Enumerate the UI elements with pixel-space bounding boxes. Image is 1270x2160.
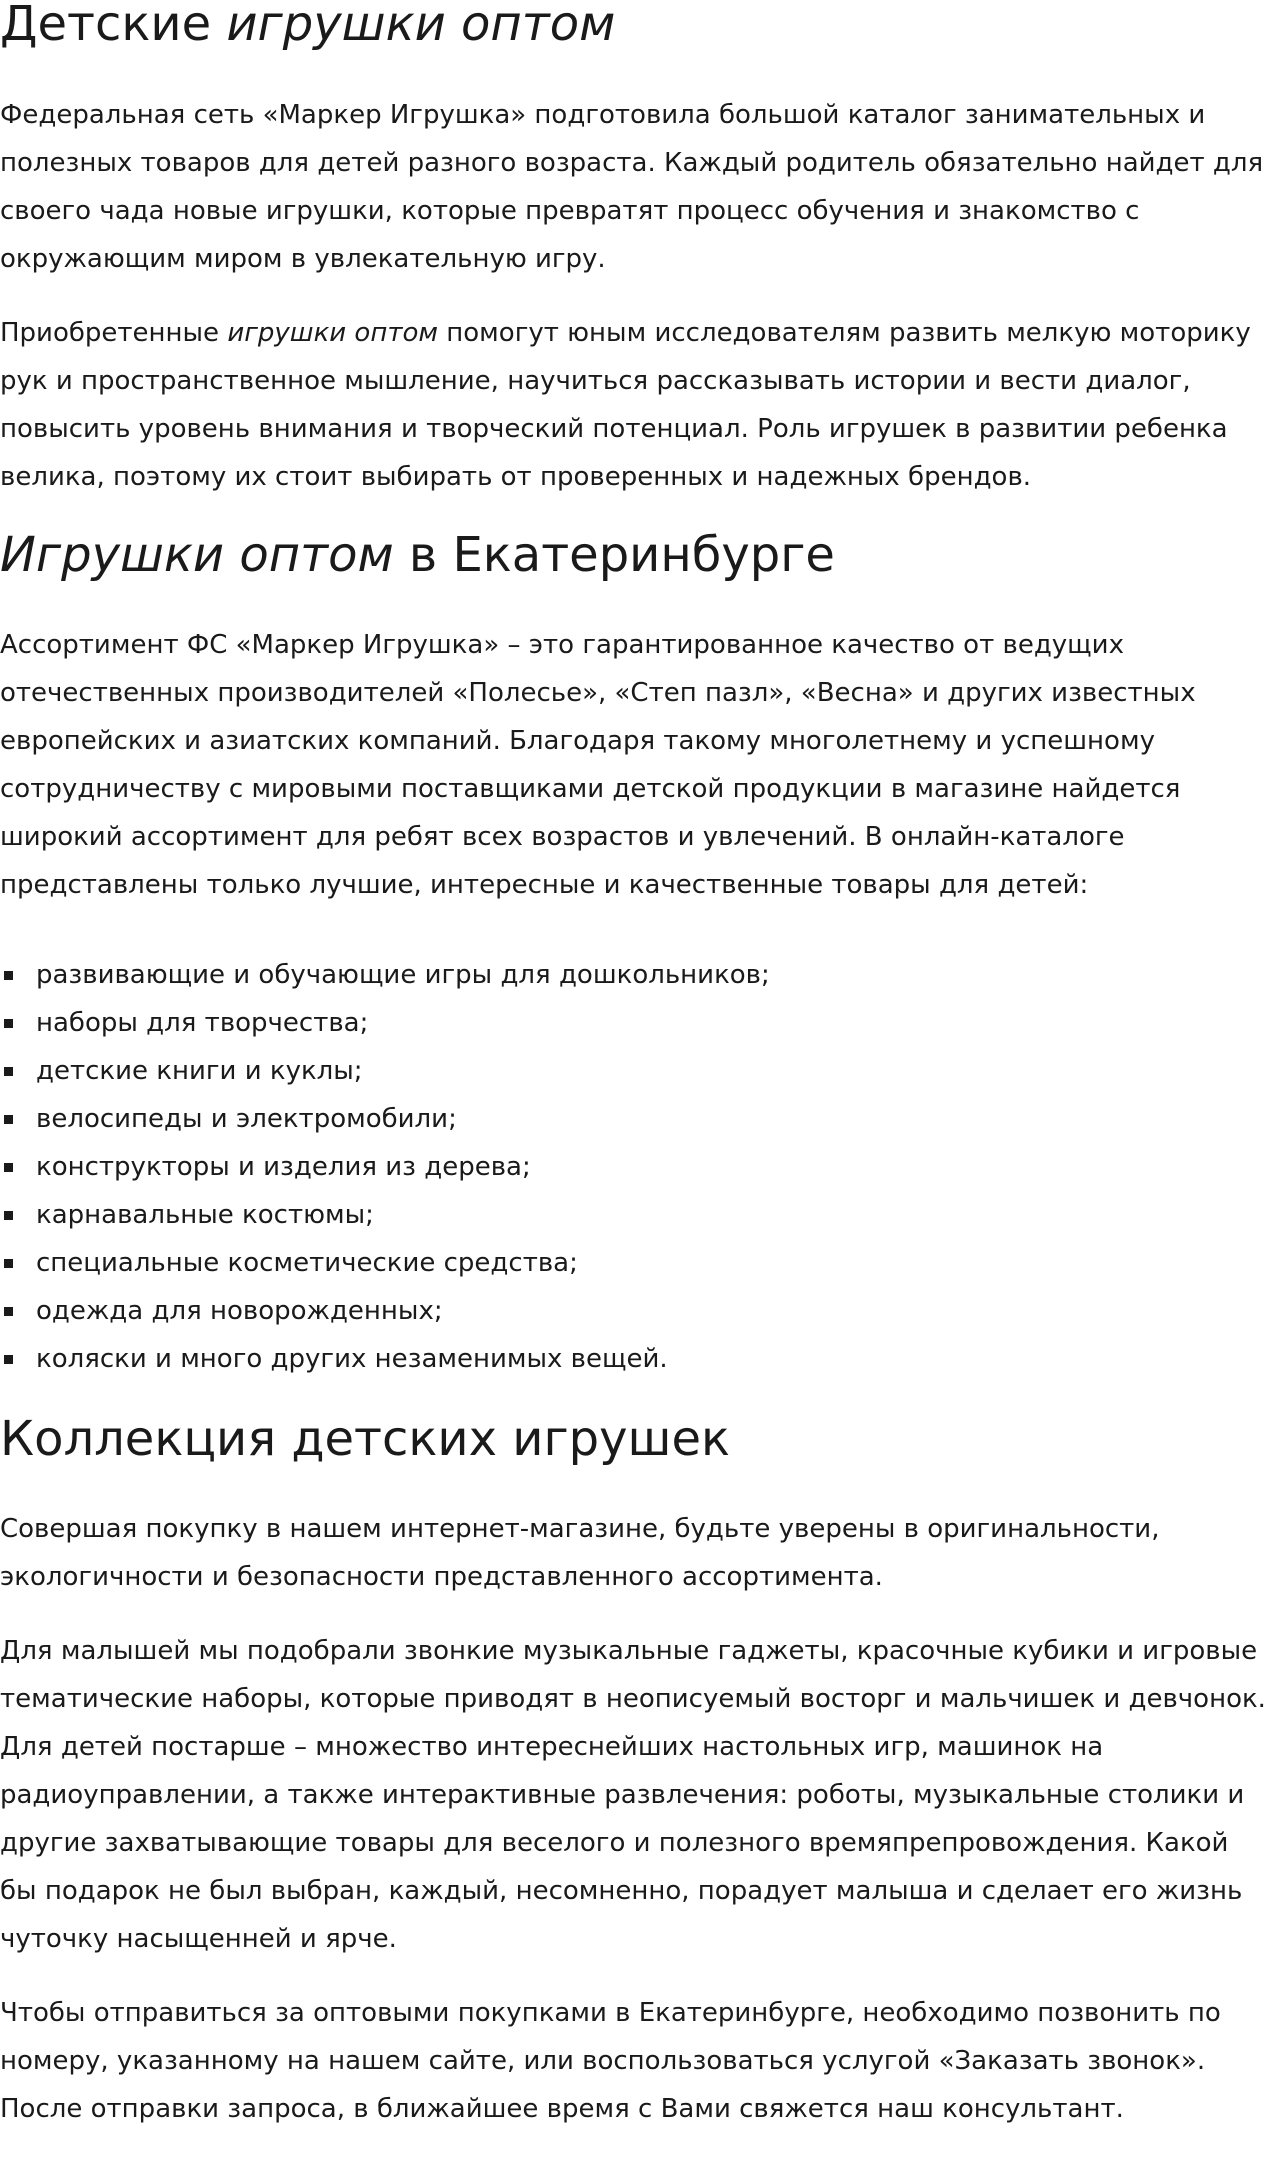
text-line: чуточку насыщенней и ярче.	[0, 1924, 397, 1954]
text-line: Чтобы отправиться за оптовыми покупками в Екатеринбурге, необходимо позвонить по	[0, 1998, 1221, 2028]
text-line: отечественных производителей «Полесье», «Степ пазл», «Весна» и других известных	[0, 678, 1196, 708]
list-item	[0, 1335, 1270, 1383]
quality-paragraph	[0, 1505, 1270, 1601]
list-item	[0, 951, 1270, 999]
page-title	[0, 0, 1270, 54]
text-line	[0, 309, 1270, 357]
text-line: сотрудничеству с мировыми поставщиками детской продукции в магазине найдется	[0, 774, 1181, 804]
section-heading-italic: Игрушки оптом	[0, 527, 394, 583]
square-bullet-icon	[4, 1355, 13, 1364]
page-title-plain: Детские	[0, 0, 227, 52]
square-bullet-icon	[4, 1019, 13, 1028]
square-bullet-icon	[4, 1307, 13, 1316]
list-item	[0, 1047, 1270, 1095]
section-heading-ekaterinburg	[0, 525, 1270, 585]
list-item-text: коляски и много других незаменимых вещей.	[36, 1344, 668, 1374]
text-line: Ассортимент ФС «Маркер Игрушка» – это гарантированное качество от ведущих	[0, 630, 1124, 660]
collection-paragraph	[0, 1627, 1270, 1963]
section-heading-plain: в Екатеринбурге	[393, 527, 835, 583]
square-bullet-icon	[4, 1115, 13, 1124]
list-item-text: конструкторы и изделия из дерева;	[36, 1152, 531, 1182]
list-item	[0, 999, 1270, 1047]
text-line: окружающим миром в увлекательную игру.	[0, 244, 606, 274]
text-line: радиоуправлении, а также интерактивные развлечения: роботы, музыкальные столики и	[0, 1780, 1245, 1810]
text-line: Для малышей мы подобрали звонкие музыкальные гаджеты, красочные кубики и игровые	[0, 1636, 1258, 1666]
text-line: Для детей постарше – множество интереснейших настольных игр, машинок на	[0, 1732, 1104, 1762]
list-item-text: детские книги и куклы;	[36, 1056, 363, 1086]
list-item	[0, 1095, 1270, 1143]
text-fragment: помогут юным исследователям развить мелкую моторику	[438, 318, 1251, 348]
product-list	[0, 951, 1270, 1383]
text-line: экологичности и безопасности представленного ассортимента.	[0, 1562, 883, 1592]
square-bullet-icon	[4, 971, 13, 980]
text-line: европейских и азиатских компаний. Благодаря такому многолетнему и успешному	[0, 726, 1155, 756]
text-line: Федеральная сеть «Маркер Игрушка» подготовила большой каталог занимательных и	[0, 100, 1206, 130]
list-item	[0, 1239, 1270, 1287]
text-line: тематические наборы, которые приводят в неописуемый восторг и мальчишек и девчонок.	[0, 1684, 1266, 1714]
page-title-italic: игрушки оптом	[226, 0, 616, 52]
list-item-text: специальные косметические средства;	[36, 1248, 578, 1278]
list-item-text: велосипеды и электромобили;	[36, 1104, 457, 1134]
text-line: велика, поэтому их стоит выбирать от проверенных и надежных брендов.	[0, 462, 1032, 492]
square-bullet-icon	[4, 1259, 13, 1268]
list-item-text: одежда для новорожденных;	[36, 1296, 443, 1326]
text-line: повысить уровень внимания и творческий потенциал. Роль игрушек в развитии ребенка	[0, 414, 1228, 444]
contact-paragraph	[0, 1989, 1270, 2133]
text-line: После отправки запроса, в ближайшее время с Вами свяжется наш консультант.	[0, 2094, 1124, 2124]
list-item-text: карнавальные костюмы;	[36, 1200, 374, 1230]
assortment-paragraph	[0, 621, 1270, 909]
list-item	[0, 1191, 1270, 1239]
text-line: бы подарок не был выбран, каждый, несомненно, порадует малыша и сделает его жизнь	[0, 1876, 1243, 1906]
text-line: широкий ассортимент для ребят всех возрастов и увлечений. В онлайн-каталоге	[0, 822, 1125, 852]
keyword-emphasis: игрушки оптом	[227, 318, 439, 348]
text-line: другие захватывающие товары для веселого и полезного времяпрепровождения. Какой	[0, 1828, 1229, 1858]
list-item	[0, 1287, 1270, 1335]
text-line: Совершая покупку в нашем интернет-магазине, будьте уверены в оригинальности,	[0, 1514, 1160, 1544]
square-bullet-icon	[4, 1163, 13, 1172]
text-line: номеру, указанному на нашем сайте, или воспользоваться услугой «Заказать звонок».	[0, 2046, 1206, 2076]
text-line: рук и пространственное мышление, научиться рассказывать истории и вести диалог,	[0, 366, 1191, 396]
square-bullet-icon	[4, 1211, 13, 1220]
text-line: своего чада новые игрушки, которые превратят процесс обучения и знакомство с	[0, 196, 1140, 226]
list-item-text: развивающие и обучающие игры для дошкольников;	[36, 960, 770, 990]
section-heading-collection: Коллекция детских игрушек	[0, 1411, 730, 1467]
list-item-text: наборы для творчества;	[36, 1008, 369, 1038]
square-bullet-icon	[4, 1067, 13, 1076]
list-item	[0, 1143, 1270, 1191]
text-fragment: Приобретенные	[0, 318, 228, 348]
benefits-paragraph	[0, 309, 1270, 501]
text-line: представлены только лучшие, интересные и качественные товары для детей:	[0, 870, 1089, 900]
text-line: полезных товаров для детей разного возраста. Каждый родитель обязательно найдет для	[0, 148, 1264, 178]
intro-paragraph	[0, 91, 1270, 283]
